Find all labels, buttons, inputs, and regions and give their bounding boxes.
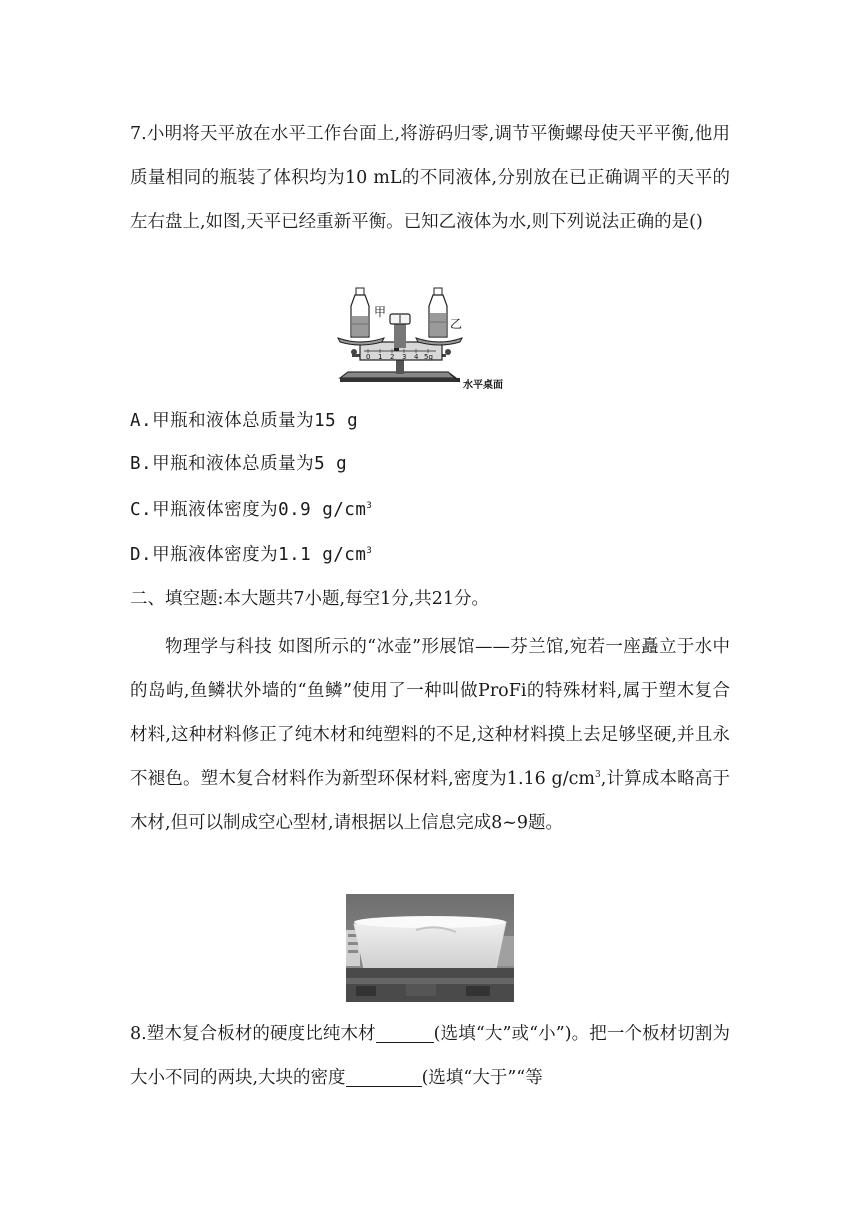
scale-tick-2: 2 — [390, 353, 395, 361]
balance-scale-figure — [336, 286, 536, 392]
question-8-text-3: (选填“大于”“等 — [421, 1068, 543, 1088]
option-c — [130, 498, 372, 522]
option-d — [130, 543, 372, 567]
figure-caption: 水平桌面 — [463, 380, 503, 391]
option-a: A.甲瓶和液体总质量为15 g — [130, 411, 359, 431]
scale-tick-5: 5g — [424, 353, 433, 361]
label-yi: 乙 — [450, 317, 463, 331]
intro-text-1: 物理学与科技 如图所示的“冰壶”形展馆——芬兰馆,宛若一座矗立于水中的岛屿,鱼鳞状外墙的“鱼鳞”使用了一种叫做ProFi的特殊材料,属于塑木复合材料,这种材料修正了纯木材和纯塑料的不足,这种材料摸上去足够坚硬,并且永不褪色。塑木复合材料作为新型环保材料,密度为1.16 g/cm — [130, 637, 730, 789]
answer-blank-1[interactable] — [376, 1022, 434, 1043]
intro-paragraph — [130, 625, 730, 845]
scale-tick-1: 1 — [378, 353, 383, 361]
question-8 — [130, 1012, 730, 1100]
answer-blank-2[interactable] — [346, 1066, 422, 1087]
bottle-yi — [429, 288, 447, 337]
intro-text-2: ,计算成本略高于木材,但可以制成空心型材,请根据以上信息完成8~9题。 — [130, 769, 730, 833]
scale-tick-4: 4 — [414, 353, 419, 361]
option-c-text: C.甲瓶液体密度为0.9 g/cm — [130, 500, 367, 520]
section-2-heading: 二、填空题:本大题共7小题,每空1分,共21分。 — [130, 589, 490, 609]
pavilion-photo — [346, 894, 514, 1002]
option-c-sup: 3 — [366, 501, 373, 511]
label-jia: 甲 — [374, 305, 387, 319]
question-7-stem: 7.小明将天平放在水平工作台面上,将游码归零,调节平衡螺母使天平平衡,他用质量相同的瓶装了体积均为10 mL的不同液体,分别放在已正确调平的天平的左右盘上,如图,天平已经重新平衡。已知乙液体为水,则下列说法正确的是() — [130, 124, 730, 232]
scale-tick-3: 3 — [402, 353, 407, 361]
bottle-jia — [351, 288, 369, 337]
option-b: B.甲瓶和液体总质量为5 g — [130, 454, 348, 474]
option-d-sup: 3 — [366, 546, 373, 556]
question-8-text-2: (选填“大”或“小”)。把一个板材切割为大小不同的两块,大块的密度 — [130, 1024, 730, 1088]
option-d-text: D.甲瓶液体密度为1.1 g/cm — [130, 545, 367, 565]
scale-tick-0: 0 — [366, 353, 371, 361]
intro-sup: 3 — [595, 770, 601, 780]
question-8-text-1: 8.塑木复合板材的硬度比纯木材 — [130, 1024, 376, 1044]
